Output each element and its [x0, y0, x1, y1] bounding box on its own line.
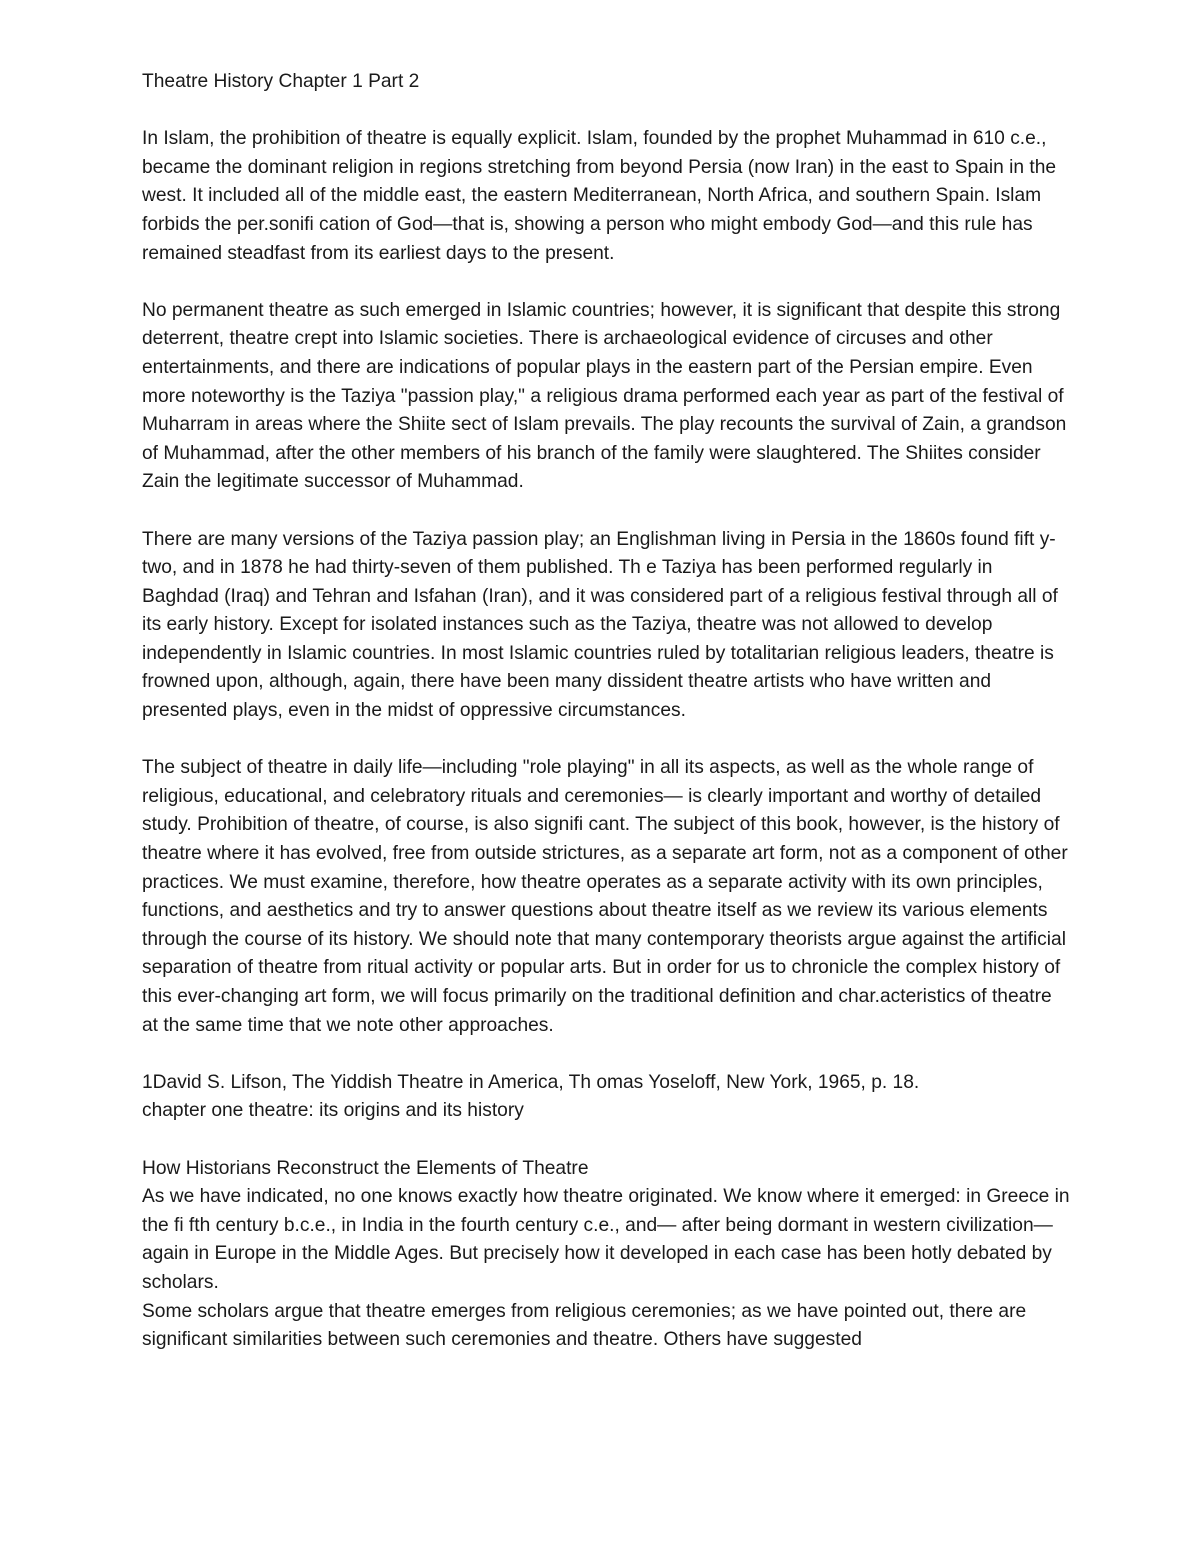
footnote-citation: 1David S. Lifson, The Yiddish Theatre in America, Th omas Yoseloff, New York, 1965, p. 18. — [142, 1071, 920, 1093]
paragraph-islam-prohibition: In Islam, the prohibition of theatre is equally explicit. Islam, founded by the prophet Muhammad in 610 c.e., became the dominant religion in regions stretching from beyond Persia (now Iran) in the east to Spain in the west. It included all of the middle east, the eastern Mediterranean, North Africa, and southern Spain. Islam forbids the per.sonifi cation of God—that is, showing a person who might embody God—and this rule has remained steadfast from its earliest days to the present. — [142, 128, 1057, 264]
spacer — [142, 97, 1072, 126]
spacer — [142, 1040, 1072, 1069]
spacer — [142, 497, 1072, 526]
document-title: Theatre History Chapter 1 Part 2 — [142, 71, 420, 92]
paragraph-theatre-daily-life: The subject of theatre in daily life—including "role playing" in all its aspects, as well as the whole range of religious, educational, and celebratory rituals and ceremonies— is clearly important and worthy of detailed study. Prohibition of theatre, of course, is also signifi cant. The subject of this book, however, is the history of theatre where it has evolved, free from outside strictures, as a separate art form, not as a component of other practices. We must examine, therefore, how theatre operates as a separate activity with its own principles, functions, and aesthetics and try to answer questions about theatre itself as we review its various elements through the course of its history. We should note that many contemporary theorists argue against the artificial separation of theatre from ritual activity or popular arts. But in order for us to chronicle the complex history of this ever-changing art form, we will focus primarily on the traditional definition and char.acteristics of theatre at the same time that we note other approaches. — [142, 757, 1068, 1036]
paragraph-taziya-intro: No permanent theatre as such emerged in Islamic countries; however, it is significant that despite this strong deterrent, theatre crept into Islamic societies. There is archaeological evidence of circuses and other entertainments, and there are indications of popular plays in the eastern part of the Persian empire. Even more noteworthy is the Taziya "passion play," a religious drama performed each year as part of the festival of Muharram in areas where the Shiite sect of Islam prevails. The play recounts the survival of Zain, a grandson of Muhammad, after the other members of his branch of the family were slaughtered. The Shiites consider Zain the legitimate successor of Muhammad. — [142, 299, 1067, 493]
spacer — [142, 726, 1072, 755]
spacer — [142, 268, 1072, 297]
section-paragraph-religious-ceremonies: Some scholars argue that theatre emerges from religious ceremonies; as we have pointed out, there are significant similarities between such ceremonies and theatre. Others have suggested — [142, 1300, 1027, 1351]
running-header-text: chapter one theatre: its origins and its history — [142, 1100, 524, 1122]
document-page — [142, 68, 1072, 1355]
section-heading: How Historians Reconstruct the Elements of Theatre — [142, 1157, 589, 1179]
spacer — [142, 1126, 1072, 1155]
section-paragraph-origins: As we have indicated, no one knows exactly how theatre originated. We know where it emerged: in Greece in the fi fth century b.c.e., in India in the fourth century c.e., and— after being dormant in western civilization—again in Europe in the Middle Ages. But precisely how it developed in each case has been hotly debated by scholars. — [142, 1186, 1070, 1293]
paragraph-taziya-versions: There are many versions of the Taziya passion play; an Englishman living in Persia in the 1860s found fift y-two, and in 1878 he had thirty-seven of them published. Th e Taziya has been performed regularly in Baghdad (Iraq) and Tehran and Isfahan (Iran), and it was considered part of a religious festival through all of its early history. Except for isolated instances such as the Taziya, theatre was not allowed to develop independently in Islamic countries. In most Islamic countries ruled by totalitarian religious leaders, theatre is frowned upon, although, again, there have been many dissident theatre artists who have written and presented plays, even in the midst of oppressive circumstances. — [142, 528, 1058, 722]
